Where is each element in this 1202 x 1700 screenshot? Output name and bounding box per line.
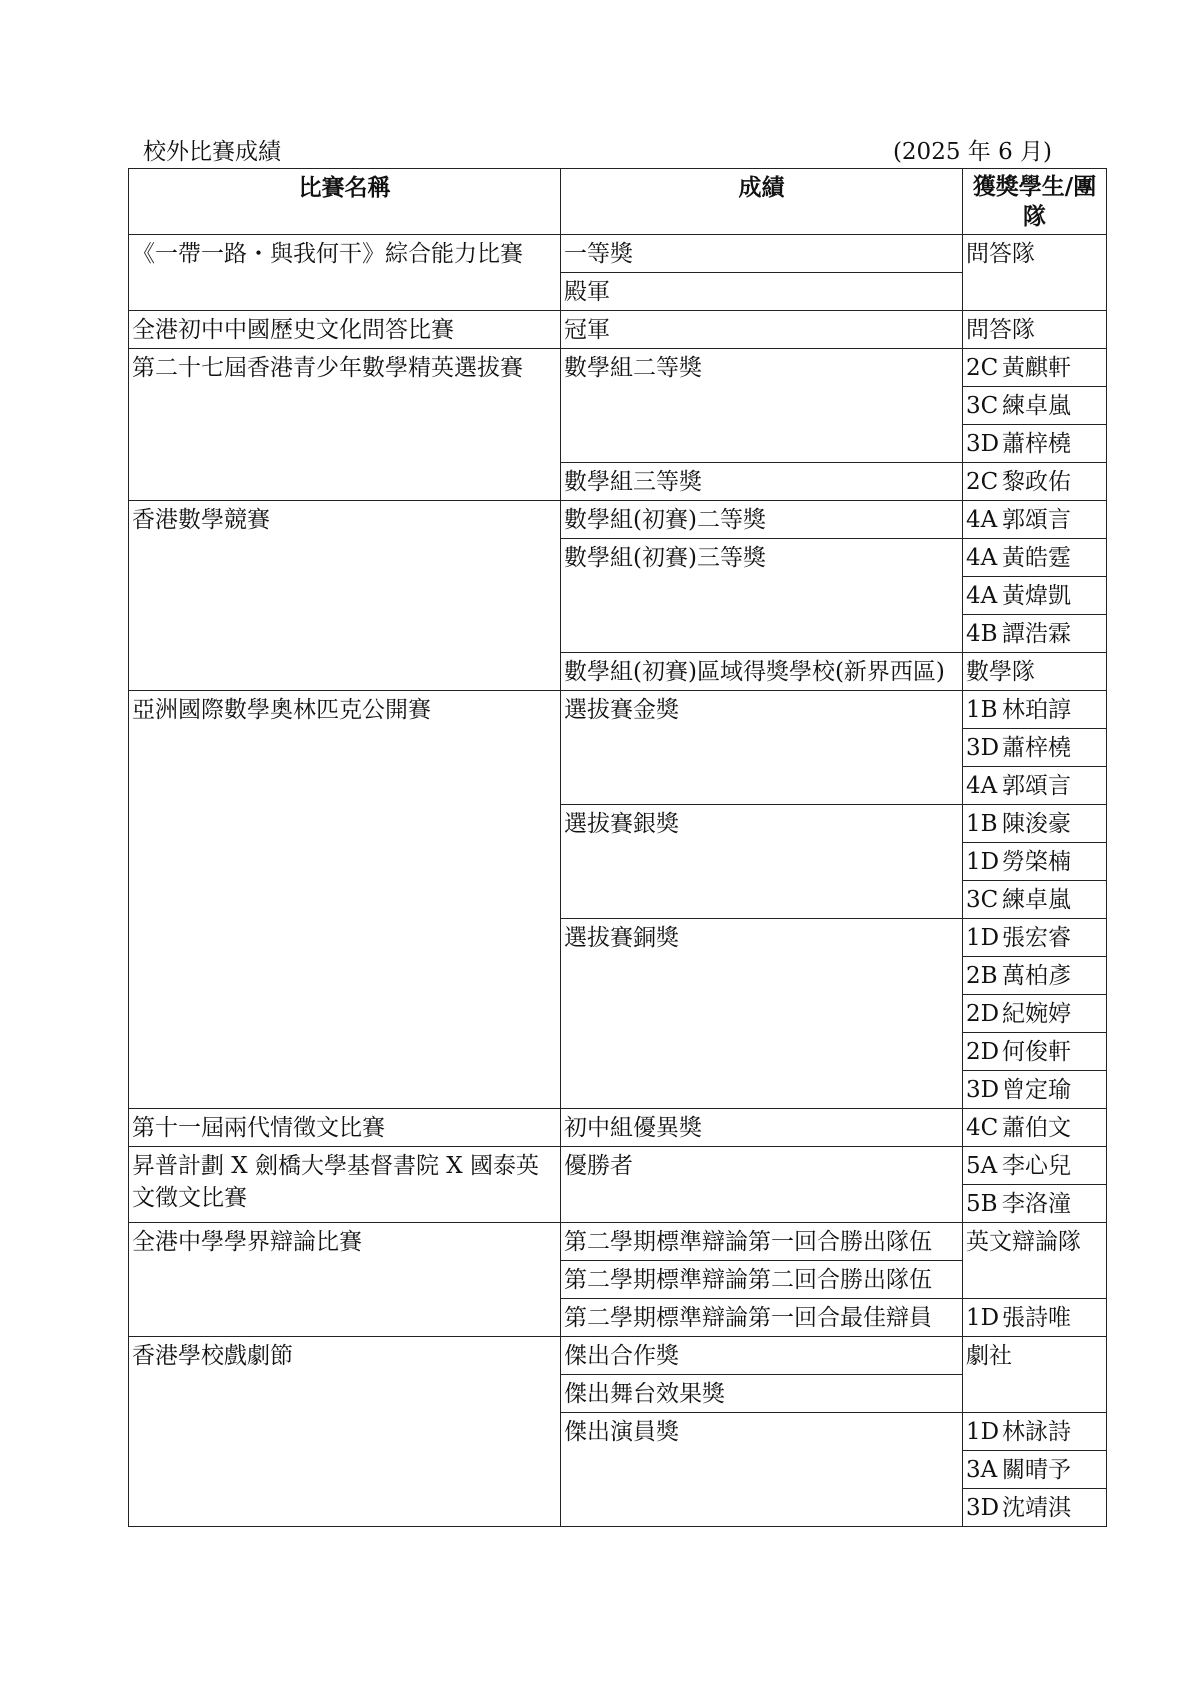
result-cell: 傑出演員獎	[561, 1413, 963, 1527]
winner-cell	[963, 311, 1107, 349]
team-name: 數學隊	[966, 659, 1035, 685]
student-name: 林詠詩	[1002, 1419, 1071, 1445]
student-name: 黃煒凱	[1002, 583, 1071, 609]
result-cell: 傑出舞台效果獎	[561, 1375, 963, 1413]
table-row	[129, 1223, 1107, 1261]
student-name: 林珀諄	[1002, 697, 1071, 723]
student-class: 1D	[966, 849, 1000, 875]
result-cell: 冠軍	[561, 311, 963, 349]
result-cell: 數學組三等獎	[561, 463, 963, 501]
student-class: 1B	[966, 811, 998, 837]
winner-cell	[963, 1147, 1107, 1185]
table-row	[129, 349, 1107, 387]
student-class: 1D	[966, 925, 1000, 951]
result-cell: 選拔賽銅獎	[561, 919, 963, 1109]
result-cell: 傑出合作獎	[561, 1337, 963, 1375]
student-name: 郭頌言	[1002, 507, 1071, 533]
result-cell: 第二學期標準辯論第二回合勝出隊伍	[561, 1261, 963, 1299]
student-name: 曾定瑜	[1002, 1077, 1071, 1103]
student-class: 4A	[966, 507, 998, 533]
winner-cell	[963, 805, 1107, 843]
student-name: 張詩唯	[1002, 1305, 1071, 1331]
winner-cell	[963, 1033, 1107, 1071]
student-class: 3C	[966, 887, 999, 913]
student-class: 3A	[966, 1457, 998, 1483]
result-cell: 選拔賽銀獎	[561, 805, 963, 919]
competition-name: 全港中學學界辯論比賽	[129, 1223, 561, 1337]
competition-name: 第二十七屆香港青少年數學精英選拔賽	[129, 349, 561, 501]
winner-cell	[963, 1413, 1107, 1451]
result-cell: 優勝者	[561, 1147, 963, 1223]
result-cell: 選拔賽金獎	[561, 691, 963, 805]
student-name: 練卓嵐	[1002, 393, 1071, 419]
winner-cell	[963, 1299, 1107, 1337]
result-cell: 數學組(初賽)三等獎	[561, 539, 963, 653]
header-result: 成績	[561, 169, 963, 235]
student-class: 5A	[966, 1153, 998, 1179]
student-class: 3C	[966, 393, 999, 419]
student-name: 張宏睿	[1002, 925, 1071, 951]
winner-cell	[963, 349, 1107, 387]
competition-name: 昇普計劃 X 劍橋大學基督書院 X 國泰英文徵文比賽	[129, 1147, 561, 1223]
student-class: 1D	[966, 1305, 1000, 1331]
winner-cell	[963, 615, 1107, 653]
winner-cell	[963, 957, 1107, 995]
winner-cell	[963, 387, 1107, 425]
header-competition: 比賽名稱	[129, 169, 561, 235]
competition-name: 《一帶一路・與我何干》綜合能力比賽	[129, 235, 561, 311]
winner-cell	[963, 501, 1107, 539]
competition-name: 第十一屆兩代情徵文比賽	[129, 1109, 561, 1147]
student-name: 蕭梓橈	[1002, 431, 1071, 457]
winner-cell	[963, 729, 1107, 767]
student-class: 2C	[966, 355, 999, 381]
result-cell: 第二學期標準辯論第一回合最佳辯員	[561, 1299, 963, 1337]
team-name: 問答隊	[966, 317, 1035, 343]
student-name: 勞棨楠	[1002, 849, 1071, 875]
result-cell: 數學組(初賽)區域得獎學校(新界西區)	[561, 653, 963, 691]
student-name: 紀婉婷	[1002, 1001, 1071, 1027]
student-class: 4A	[966, 583, 998, 609]
competition-name: 全港初中中國歷史文化問答比賽	[129, 311, 561, 349]
winner-cell	[963, 843, 1107, 881]
competition-name: 香港學校戲劇節	[129, 1337, 561, 1527]
result-cell: 一等獎	[561, 235, 963, 273]
header-winners: 獲獎學生/團隊	[963, 169, 1107, 235]
student-name: 李心兒	[1002, 1153, 1071, 1179]
result-cell: 數學組二等獎	[561, 349, 963, 463]
table-body	[129, 235, 1107, 1527]
student-name: 黃皓霆	[1002, 545, 1071, 571]
winner-cell	[963, 1185, 1107, 1223]
winner-cell	[963, 995, 1107, 1033]
student-class: 4B	[966, 621, 998, 647]
winner-cell	[963, 539, 1107, 577]
student-class: 3D	[966, 431, 1000, 457]
report-date: (2025 年 6 月)	[892, 139, 1052, 165]
student-name: 黃麒軒	[1002, 355, 1071, 381]
team-name: 英文辯論隊	[966, 1229, 1081, 1255]
page-title: 校外比賽成績	[143, 139, 281, 165]
winner-cell	[963, 463, 1107, 501]
student-name: 李洛潼	[1002, 1191, 1071, 1217]
table-row	[129, 1337, 1107, 1375]
student-class: 5B	[966, 1191, 998, 1217]
result-cell: 第二學期標準辯論第一回合勝出隊伍	[561, 1223, 963, 1261]
student-class: 4A	[966, 773, 998, 799]
winner-cell	[963, 235, 1107, 311]
winner-cell	[963, 1223, 1107, 1299]
student-class: 2B	[966, 963, 998, 989]
table-row	[129, 311, 1107, 349]
result-cell: 初中組優異獎	[561, 1109, 963, 1147]
winner-cell	[963, 767, 1107, 805]
competition-name: 亞洲國際數學奧林匹克公開賽	[129, 691, 561, 1109]
student-name: 何俊軒	[1002, 1039, 1071, 1065]
student-name: 黎政佑	[1002, 469, 1071, 495]
competition-name: 香港數學競賽	[129, 501, 561, 691]
result-cell: 數學組(初賽)二等獎	[561, 501, 963, 539]
winner-cell	[963, 1489, 1107, 1527]
table-row	[129, 235, 1107, 273]
winner-cell	[963, 577, 1107, 615]
student-name: 郭頌言	[1002, 773, 1071, 799]
student-class: 3D	[966, 1495, 1000, 1521]
table-row	[129, 501, 1107, 539]
winner-cell	[963, 425, 1107, 463]
winner-cell	[963, 1337, 1107, 1413]
team-name: 問答隊	[966, 241, 1035, 267]
student-name: 萬柏彥	[1002, 963, 1071, 989]
student-class: 2D	[966, 1001, 1000, 1027]
table-row	[129, 691, 1107, 729]
student-name: 關晴予	[1002, 1457, 1071, 1483]
student-name: 蕭伯文	[1002, 1115, 1071, 1141]
winner-cell	[963, 1071, 1107, 1109]
winner-cell	[963, 881, 1107, 919]
student-class: 3D	[966, 735, 1000, 761]
student-class: 1B	[966, 697, 998, 723]
result-cell: 殿軍	[561, 273, 963, 311]
student-name: 練卓嵐	[1002, 887, 1071, 913]
winner-cell	[963, 919, 1107, 957]
student-class: 3D	[966, 1077, 1000, 1103]
student-class: 1D	[966, 1419, 1000, 1445]
table-row	[129, 1147, 1107, 1185]
student-class: 2D	[966, 1039, 1000, 1065]
winner-cell	[963, 1451, 1107, 1489]
student-class: 4C	[966, 1115, 999, 1141]
results-table	[128, 168, 1107, 1527]
student-name: 譚浩霖	[1002, 621, 1071, 647]
student-name: 陳浚豪	[1002, 811, 1071, 837]
student-class: 2C	[966, 469, 999, 495]
team-name: 劇社	[966, 1343, 1012, 1369]
winner-cell	[963, 691, 1107, 729]
winner-cell	[963, 1109, 1107, 1147]
student-class: 4A	[966, 545, 998, 571]
table-header-row	[129, 169, 1107, 235]
student-name: 蕭梓橈	[1002, 735, 1071, 761]
table-row	[129, 1109, 1107, 1147]
winner-cell	[963, 653, 1107, 691]
student-name: 沈靖淇	[1002, 1495, 1071, 1521]
